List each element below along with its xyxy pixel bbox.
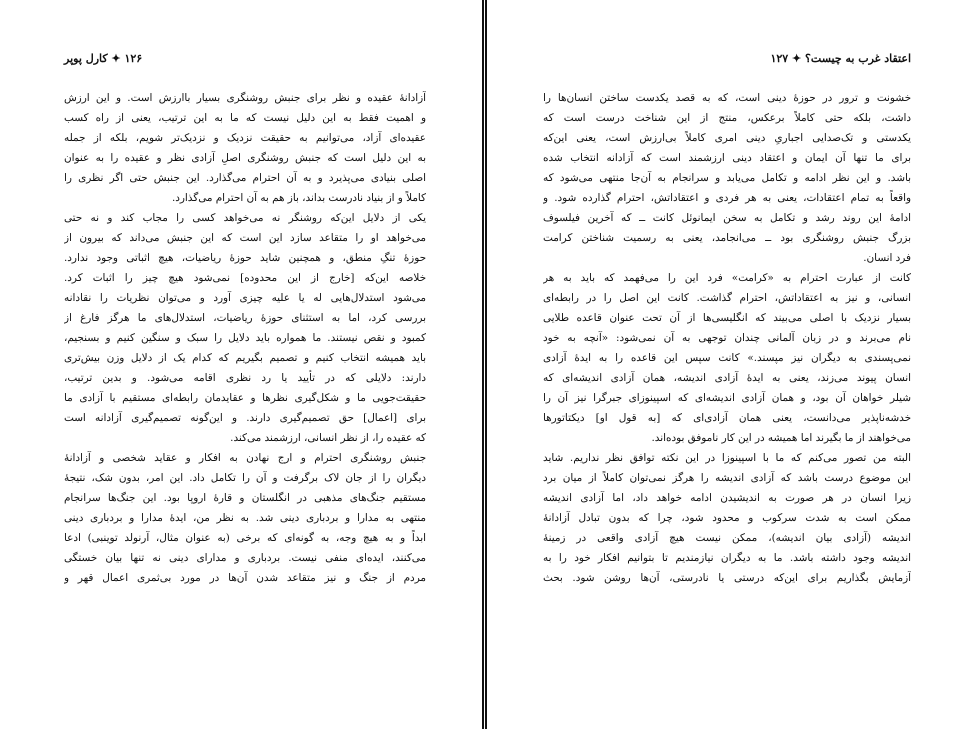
text-line: فرد انسان.	[863, 252, 911, 264]
page-edge-left	[482, 0, 484, 729]
left-page-body	[64, 88, 426, 588]
text-line: کانت از عبارت احترام به «کرامت» فرد این را می‌فهمد که باید به هر	[543, 272, 911, 284]
text-line: می‌خواهند از ما بگیرند اما همیشه در این کار ناموفق بوده‌اند.	[651, 432, 911, 444]
text-line: می‌کنند، ایده‌ای منفی نیست. بردباری و مدارای دینی نه تنها بیان خستگی	[64, 552, 426, 564]
left-page-header: ۱۲۶ ✦ کارل پوپر	[64, 52, 143, 65]
text-line: داشت، بلکه حتی کاملاً برعکس، منتج از این شناخت درست است که	[543, 112, 911, 124]
text-line: برای [اعمال] حق تصمیم‌گیری دارند. و این‌گونه تصمیم‌گیری آزادانه است	[64, 412, 426, 424]
text-line: کمبود و نقص نیستند. ما همواره باید دلایل را سبک و سنگین کنیم و بسنجیم،	[64, 332, 426, 344]
text-line: می‌خواهد او را متقاعد سازد این است که این جنبش می‌داند که بیرون از	[64, 232, 426, 244]
text-line: آزمایش بگذاریم برای این‌که درستی یا نادرستی، آن‌ها روشن شود. بحث	[543, 572, 911, 584]
text-line: خلاصه این‌که [خارج از این محدوده] نمی‌شود هیچ چیز را اثبات کرد.	[64, 272, 426, 284]
text-line: کاملاً و از بنیاد نادرست بداند، باز هم به آن احترام می‌گذارد.	[171, 192, 426, 204]
text-line: که عقیده را، از نظر انسانی، ارزشمند می‌کند.	[230, 432, 426, 444]
text-line: دارند: دلایلی که در تأیید یا رد نظری اقامه می‌شود. و بدین ترتیب،	[64, 372, 426, 384]
right-page	[487, 0, 969, 729]
text-line: عقیده‌ای آزاد، می‌توانیم به حقیقت نزدیک و نزدیک‌تر شویم، بلکه از جمله	[64, 132, 426, 144]
text-line: آزادانهٔ عقیده و نظر برای جنبش روشنگری بسیار باارزش است. و این ارزش	[64, 92, 426, 104]
text-line: حقیقت‌جویی ما و شکل‌گیری نظرها و عقایدمان رابطه‌ای مستقیم با آزادی ما	[64, 392, 426, 404]
text-line: اصلی بنیادی می‌پذیرد و به آن احترام می‌گذارد. این جنبش حتی اگر نظری را	[64, 172, 426, 184]
text-line: بسیار نزدیک با اصلی می‌بیند که انگلیسی‌ها از آن تحت عنوان قاعده طلایی	[543, 312, 911, 324]
text-line: بزرگ جنبش روشنگری بود ــ می‌انجامد، یعنی به رسمیت شناختن کرامت	[543, 232, 911, 244]
text-line: اندیشه وجود داشته باشد. ما به دیگران نیازمندیم تا بتوانیم افکار خود را به	[543, 552, 911, 564]
text-line: ممکن است به شدت سرکوب و محدود شود، چرا که بدون تبادل آزادانهٔ	[543, 512, 911, 524]
text-line: و اهمیت فقط به این دلیل نیست که ما به این ترتیب، یعنی از راه کسب	[64, 112, 426, 124]
text-line: یکی از دلایل این‌که روشنگر نه می‌خواهد کسی را مجاب کند و نه حتی	[64, 212, 426, 224]
text-line: منتهی به مدارا و بردباری دینی شد. به نظر من، ایدهٔ مدارا و بردباری دینی	[64, 512, 426, 524]
text-line: برای ما تنها آن ایمان و اعتقاد دینی ارزشمند است که آزادانه انتخاب شده	[543, 152, 911, 164]
text-line: به این دلیل است که جنبش روشنگری اصلِ آزادی نظر و عقیده را به عنوان	[64, 152, 426, 164]
text-line: بررسی کرد، اما به استثنای حوزهٔ ریاضیات، استدلال‌های ما هرگز فارغ از	[64, 312, 426, 324]
text-line: خدشه‌ناپذیر می‌دانست، یعنی همان آزادی‌ای که [به قول او] دیکتاتورها	[543, 412, 911, 424]
left-page	[0, 0, 482, 729]
text-line: انسانی، و نیز به اعتقاداتش، احترام گذاشت. کانت این اصل را در رابطه‌ای	[543, 292, 911, 304]
text-line: البته من تصور می‌کنم که ما با اسپینوزا در این نکته توافق نظر نداریم. شاید	[543, 452, 911, 464]
text-line: اندیشه (آزادی بیان اندیشه)، ممکن نیست هیچ آزادی واقعی در زمینهٔ	[543, 532, 911, 544]
text-line: ادامهٔ این روند رشد و تکامل به سخن ایمانوئل کانت ــ که آخرین فیلسوف	[543, 212, 911, 224]
text-line: این موضوع درست باشد که آزادی اندیشه را هرگز نمی‌توان کاملاً از میان برد	[543, 472, 911, 484]
text-line: می‌شود استدلال‌هایی له یا علیه چیزی آورد و می‌توان نظریات را نقادانه	[64, 292, 426, 304]
text-line: انسان پیوند می‌زند، یعنی به ایدهٔ آزادی اندیشه، همان آزادی اندیشه‌ای که	[543, 372, 911, 384]
right-page-header: اعتقاد غرب به چیست؟ ✦ ۱۲۷	[770, 52, 911, 65]
text-line: دیگران را از جان لاک برگرفت و آن را تکامل داد. این امر، بدون شک، نتیجهٔ	[64, 472, 426, 484]
text-line: نام می‌برند و در زبان آلمانی چندان توجهی به آن نمی‌شود: «آنچه به خود	[543, 332, 911, 344]
text-line: نمی‌پسندی به دیگران نیز مپسند.» کانت سپس این قاعده را به ایدهٔ آزادی	[543, 352, 911, 364]
text-line: زیرا انسان در هر صورت به اندیشیدن ادامه خواهد داد، اما آزادی اندیشه	[543, 492, 911, 504]
text-line: حوزهٔ تنگِ منطق، و همچنین شاید حوزهٔ ریاضیات، هیچ اثباتی وجود ندارد.	[64, 252, 426, 264]
text-line: باشد. و این نظر ادامه و تکامل می‌یابد و سرانجام به آن‌جا منتهی می‌شود که	[543, 172, 911, 184]
text-line: یکدستی و تک‌صدایی اجباریِ دینی امری کاملاً بی‌ارزش است، یعنی این‌که	[543, 132, 911, 144]
text-line: مردم از جنگ و نیز متقاعد شدن آن‌ها در مورد بی‌ثمری اعمال قهر و	[64, 572, 426, 584]
text-line: شیلر خواهان آن بود، و همان آزادی اندیشه‌ای که اسپینوزای جبرگرا نیز آن را	[543, 392, 911, 404]
text-line: واقعاً به تمام اعتقادات، یعنی به هر فردی و اعتقاداتش، احترام گذارده شود. و	[543, 192, 911, 204]
text-line: باید همیشه انتخاب کنیم و تصمیم بگیریم که کدام یک از دلایل وزن بیش‌تری	[64, 352, 426, 364]
text-line: خشونت و ترور در حوزهٔ دینی است، که به قصد یکدست ساختن انسان‌ها را	[543, 92, 911, 104]
right-page-body	[543, 88, 911, 588]
text-line: مستقیم جنگ‌های مذهبی در انگلستان و قارهٔ اروپا بود. این جنگ‌ها سرانجام	[64, 492, 426, 504]
text-line: جنبش روشنگری احترام و ارج نهادن به افکار و عقاید شخصی و آزادانهٔ	[64, 452, 426, 464]
text-line: ابداً و به هیچ وجه، به گونه‌ای که برخی (به عنوان مثال، آرنولد توینبی) ادعا	[64, 532, 426, 544]
